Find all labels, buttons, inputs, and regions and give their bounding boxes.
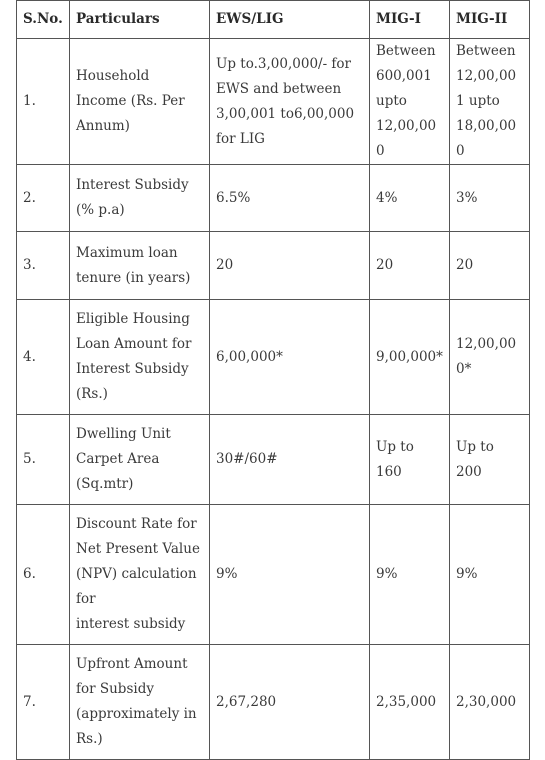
cell-mig-1: 2,35,000 [370,645,450,760]
cell-particulars: Maximum loan tenure (in years) [70,232,210,300]
cell-particulars: Dwelling Unit Carpet Area (Sq.mtr) [70,415,210,505]
table-row [17,645,530,760]
cell-particulars: Eligible Housing Loan Amount for Interest Subsidy (Rs.) [70,300,210,415]
cell-mig-2: 20 [450,232,530,300]
cell-ews-lig: 9% [210,505,370,645]
col-header-mig-1: MIG-I [370,1,450,39]
cell-mig-1: 9% [370,505,450,645]
cell-mig-2: Up to 200 [450,415,530,505]
header-row [17,1,530,39]
cell-ews-lig: 6,00,000* [210,300,370,415]
cell-mig-2: Between 12,00,001 upto 18,00,000 [450,39,530,165]
cell-particulars: Household Income (Rs. Per Annum) [70,39,210,165]
cell-ews-lig: 30#/60# [210,415,370,505]
table-row [17,232,530,300]
cell-mig-2: 12,00,000* [450,300,530,415]
cell-sno: 4. [17,300,70,415]
pmay-clss-table [16,0,530,760]
cell-mig-1: Up to 160 [370,415,450,505]
cell-mig-2: 2,30,000 [450,645,530,760]
table-row [17,165,530,232]
col-header-ews-lig: EWS/LIG [210,1,370,39]
cell-mig-2: 9% [450,505,530,645]
cell-sno: 6. [17,505,70,645]
cell-sno: 3. [17,232,70,300]
cell-mig-1: Between 600,001 upto 12,00,000 [370,39,450,165]
cell-ews-lig: 2,67,280 [210,645,370,760]
cell-mig-2: 3% [450,165,530,232]
col-header-particulars: Particulars [70,1,210,39]
cell-ews-lig: Up to.3,00,000/- for EWS and between 3,00,001 to6,00,000 for LIG [210,39,370,165]
cell-ews-lig: 6.5% [210,165,370,232]
table-row [17,300,530,415]
table-row [17,39,530,165]
cell-mig-1: 4% [370,165,450,232]
table-row [17,415,530,505]
col-header-sno: S.No. [17,1,70,39]
cell-sno: 1. [17,39,70,165]
cell-sno: 5. [17,415,70,505]
cell-particulars: Upfront Amount for Subsidy (approximately in Rs.) [70,645,210,760]
cell-sno: 7. [17,645,70,760]
col-header-mig-2: MIG-II [450,1,530,39]
cell-particulars: Discount Rate for Net Present Value (NPV) calculation for interest subsidy [70,505,210,645]
cell-mig-1: 20 [370,232,450,300]
table-row [17,505,530,645]
cell-ews-lig: 20 [210,232,370,300]
cell-particulars: Interest Subsidy (% p.a) [70,165,210,232]
cell-mig-1: 9,00,000* [370,300,450,415]
cell-sno: 2. [17,165,70,232]
